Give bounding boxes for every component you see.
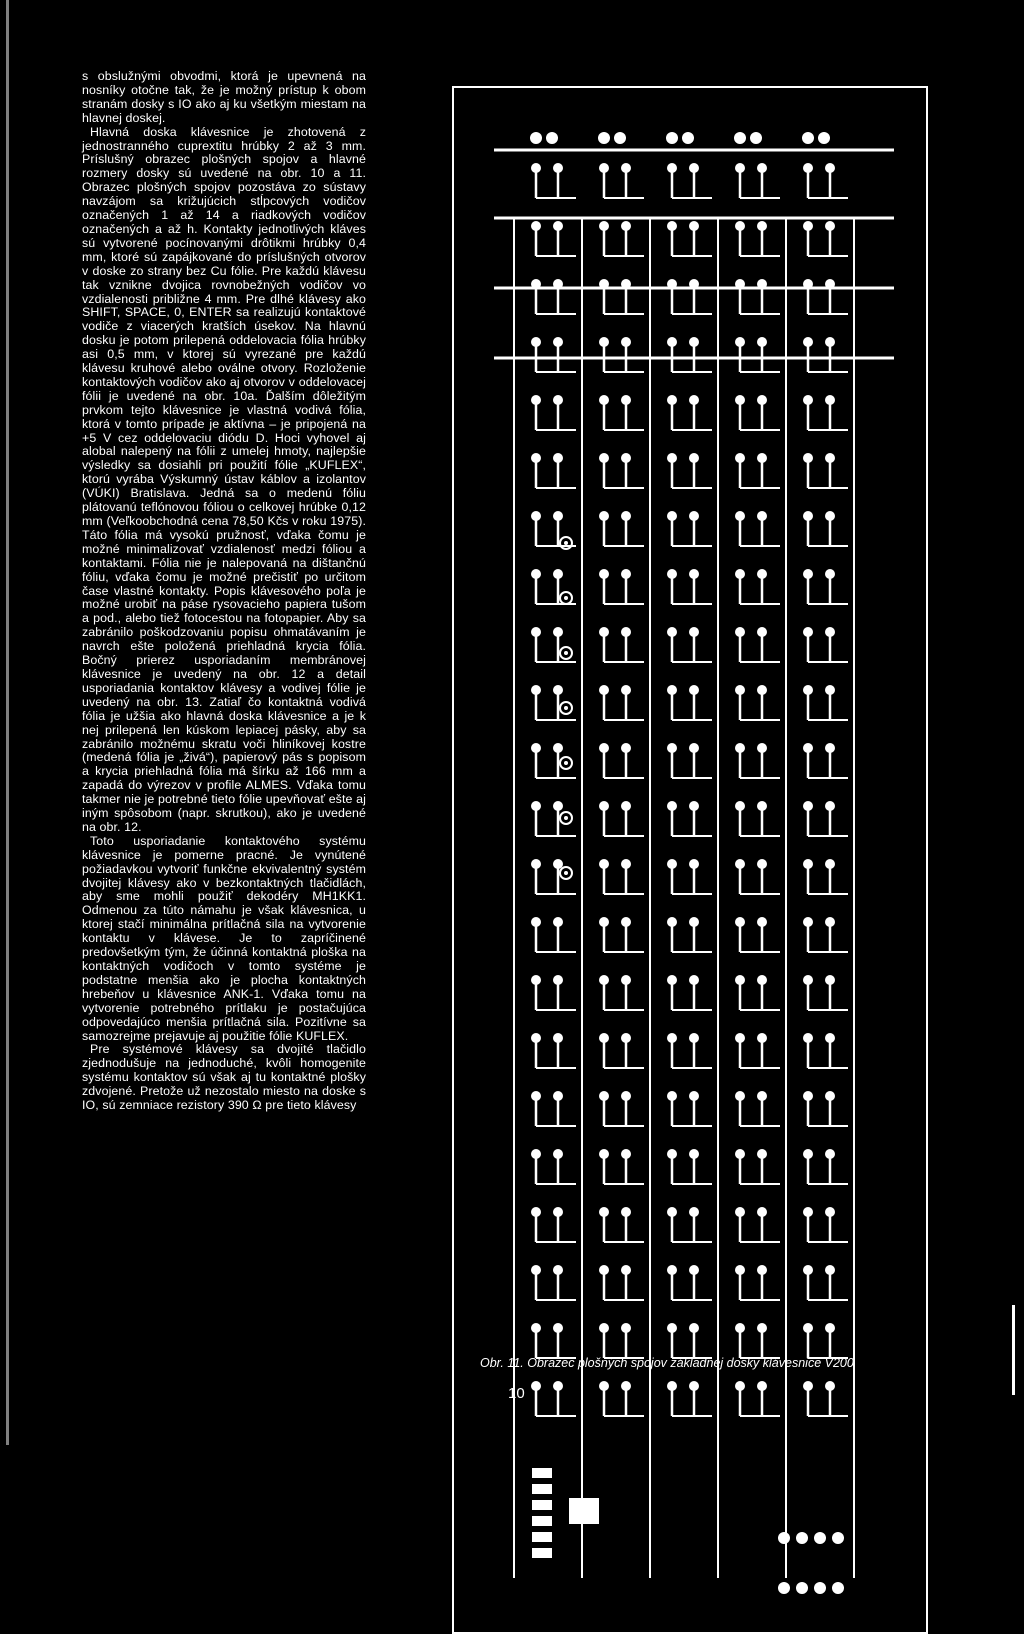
pcb-connector-pad [532, 1548, 552, 1558]
pcb-connector-pad [532, 1484, 552, 1494]
pcb-pad [682, 132, 694, 144]
pcb-pad [832, 1582, 844, 1594]
pcb-connector-pad [532, 1516, 552, 1526]
pcb-connector-pad [532, 1532, 552, 1542]
page-number: 10 [508, 1385, 525, 1402]
pcb-pad [614, 132, 626, 144]
pcb-pad [734, 132, 746, 144]
pcb-ring-pad [564, 706, 568, 710]
pcb-pad [750, 132, 762, 144]
paragraph-3: Toto usporiadanie kontaktového systému klávesnice je pomerne pracné. Je vynútené požiadavkou vytvoriť funkčne ekvivalentný systém dvojitej klávesy ako v bezkontaktných tlačidlách, aby sme mohli použiť dekodéry MH1KK1. Odmenou za túto námahu je však klávesnica, u ktorej stačí minimálna prítlačná sila na vytvorenie kontaktu v klávese. Je to zapríčinené predovšetkým tým, že účinná kontaktná ploška na kontaktných vodičoch v tomto systéme je podstatne menšia ako je plocha kontaktných hrebeňov u klávesnice ANK-1. Vďaka tomu na vytvorenie potrebného prítlaku je postačujúca odpovedajúco menšia prítlačná sila. Pozitívne sa samozrejme prejavuje aj použitie fólie KUFLEX. [82, 833, 366, 1043]
pcb-pad [814, 1532, 826, 1544]
paragraph-2: Hlavná doska klávesnice je zhotovená z jednostranného cuprextitu hrúbky 2 až 3 mm. Príslušný obrazec plošných spojov a hlavné rozmery dosky sú uvedené na obr. 10 a 11. Obrazec plošných spojov pozostáva zo sústavy navzájom sa križujúcich stĺpcových vodičov označených 1 až 14 a riadkových vodičov označených a až h. Kontakty jednotlivých kláves sú vytvorené pocínovanými drôtikmi hrúbky 0,4 mm, ktoré sú zapájkované do príslušných otvorov v doske zo strany bez Cu fólie. Pre každú klávesu tak vznikne dvojica rovnobežných vodičov vo vzdialenosti približne 4 mm. Pre dlhé klávesy ako SHIFT, SPACE, 0, ENTER sa realizujú kontaktové vodiče z viacerých kratších úsekov. Na hlavnú dosku je potom prilepená oddelovacia fólia hrúbky asi 0,5 mm, v ktorej sú vyrezané pre každú klávesu kruhové alebo oválne otvory. Rozloženie kontaktových vodičov ako aj otvorov v oddelovacej fólii je uvedené na obr. 10a. Ďalším dôležitým prvkom tejto klávesnice je vlastná vodivá fólia, ktorá v tomto prípade je aktívna – je pripojená na +5 V cez oddelovaciu diódu D. Hoci vyhovel aj alobal nalepený na fólii z umelej hmoty, najlepšie výsledky sa dosiahli pri použití fólie „KUFLEX“, ktorú vyrába Výskumný ústav káblov a izolantov (VÚKI) Bratislava. Jedná sa o medenú fóliu plátovanú teflónovou fóliou o celkovej hrúbke 0,12 mm (Veľkoobchodná cena 78,50 Kčs v roku 1975). Táto fólia má vysokú pružnosť, vďaka čomu je možné minimalizovať vzdialenosť medzi fóliou a kontaktami. Fólia nie je nalepovaná na dištančnú fóliu, vďaka čomu je možné prečistiť po určitom čase vlastné kontakty. Popis klávesového poľa je možné urobiť na páse rysovacieho papiera tušom a pod., alebo tiež fotocestou na fotopapier. Aby sa zabránilo poškodzovaniu popisu ohmatávaním je navrch ešte položená priehladná krycia fólia. Bočný prierez usporiadaním membránovej klávesnice je uvedený na obr. 12 a detail usporiadania kontaktov klávesy a vodivej fólie je uvedený na obr. 13. Zatiaľ čo kontaktná vodivá fólia je užšia ako hlavná doska klávesnice a je k nej prilepená len kúskom lepiacej pásky, aby sa zabránilo možnému skratu voči hliníkovej kostre (medená fólia je „živá“), papierový pás s popisom a krycia priehladná fólia má šírku až 166 mm a zapadá do výrezov v profile ALMES. Vďaka tomu takmer nie je potrebné tieto fólie upevňovať ešte aj iným spôsobom (napr. skrutkou), ako je uvedené na obr. 12. [82, 124, 366, 834]
article-text [82, 70, 366, 1113]
pcb-pad [802, 132, 814, 144]
pcb-ring-pad [564, 871, 568, 875]
pcb-large-pad [569, 1498, 599, 1524]
right-margin-mark [1012, 1305, 1015, 1395]
pcb-pad [832, 1532, 844, 1544]
pcb-pad [778, 1532, 790, 1544]
pcb-ring-pad [564, 541, 568, 545]
pcb-layout-drawing [454, 88, 926, 1632]
pcb-ring-pad [564, 596, 568, 600]
pcb-ring-pad [564, 761, 568, 765]
pcb-ring-pad [564, 651, 568, 655]
pcb-pad [778, 1582, 790, 1594]
pcb-pad [666, 132, 678, 144]
pcb-pad [546, 132, 558, 144]
figure-caption: Obr. 11. Obrazec plošných spojov základnej dosky klávesnice V200 [480, 1356, 854, 1370]
pcb-pad [598, 132, 610, 144]
pcb-connector-pad [532, 1500, 552, 1510]
pcb-connector-pad [532, 1468, 552, 1478]
pcb-pad [818, 132, 830, 144]
pcb-pad [530, 132, 542, 144]
pcb-pad [796, 1582, 808, 1594]
pcb-pad [814, 1582, 826, 1594]
pcb-ring-pad [564, 816, 568, 820]
left-margin-mark [6, 0, 9, 1445]
paragraph-4: Pre systémové klávesy sa dvojité tlačidlo zjednodušuje na jednoduché, kvôli homogenite systému kontaktov sú však aj tu kontaktné plošky zdvojené. Pretože už nezostalo miesto na doske s IO, sú zemniace rezistory 390 Ω pre tieto klávesy [82, 1042, 366, 1113]
paragraph-1: s obslužnými obvodmi, ktorá je upevnená na nosníky otočne tak, že je možný prístup k obom stranám dosky s IO ako aj ku všetkým miestam na hlavnej doskej. [82, 69, 366, 125]
pcb-pad [796, 1532, 808, 1544]
